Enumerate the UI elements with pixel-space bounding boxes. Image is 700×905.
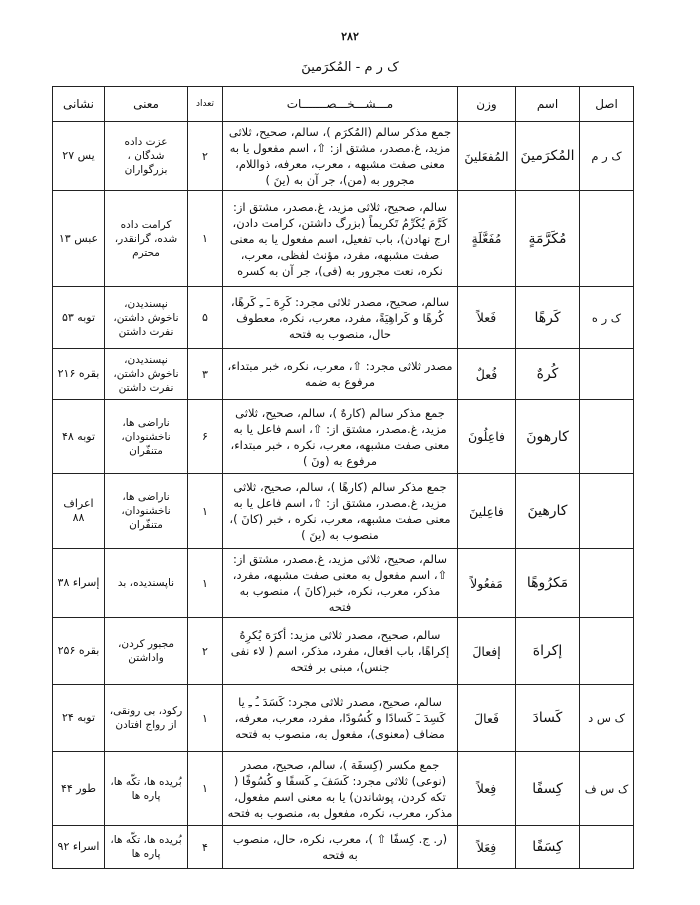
root-cell [580, 549, 634, 618]
header-reference: نشانی [53, 87, 105, 122]
description-cell: سالم، صحیح، مصدر ثلاثی مجرد: کَرِهَ ـَ ـِ کَرهًا، کُرهًا و کَراهِیَةً، مفرد، معرب، نکره، معطوف حال، منصوب به فتحه [223, 287, 458, 349]
pattern-cell: المُفعَلینَ [458, 122, 516, 191]
table-row [53, 191, 634, 287]
pattern-cell: فَعالَ [458, 685, 516, 752]
meaning-cell: مجبور کردن، واداشتن [105, 618, 188, 685]
noun-cell: المُکرَمینَ [516, 122, 580, 191]
pattern-cell: إفعالَ [458, 618, 516, 685]
noun-cell: کَرهًا [516, 287, 580, 349]
count-cell: ۳ [188, 349, 223, 400]
meaning-cell: ناپسندیده، بد [105, 549, 188, 618]
reference-cell: طور ۴۴ [53, 752, 105, 826]
reference-cell: توبه ۵۳ [53, 287, 105, 349]
pattern-cell: فاعِلُونَ [458, 400, 516, 474]
page-number: ۲۸۲ [341, 30, 359, 43]
count-cell: ۴ [188, 826, 223, 869]
root-cell [580, 400, 634, 474]
table-row [53, 474, 634, 549]
count-cell: ۱ [188, 549, 223, 618]
reference-cell: یس ۲۷ [53, 122, 105, 191]
root-cell [580, 349, 634, 400]
description-cell: سالم، صحیح، مصدر ثلاثی مجرد: کَسَدَ ـُ ـِ یا کَسِدَ ـَ کَسادًا و کُسُودًا، مفرد، معرب، معرفه، مضاف (معنوی)، مفعول به، منصوب به فتحه [223, 685, 458, 752]
noun-cell: مُکَرَّمَةٍ [516, 191, 580, 287]
count-cell: ۱ [188, 752, 223, 826]
reference-cell: توبه ۴۸ [53, 400, 105, 474]
description-cell: سالم، صحیح، مصدر ثلاثی مزید: أکرَهَ یُکرِهُ إکراهًا، باب افعال، مفرد، مذکر، اسم ( لاء نفی جنس)، مبنی بر فتحه [223, 618, 458, 685]
reference-cell: بقره ۲۱۶ [53, 349, 105, 400]
description-cell: سالم، صحیح، ثلاثی مزید، غ.مصدر، مشتق از: ⇧، اسم مفعول به معنی صفت مشبهه، مفرد، مذکر، معرب، نکره، خبر(کانَ )، منصوب به فتحه [223, 549, 458, 618]
description-cell: جمع مکسر (کِسفَة )، سالم، صحیح، مصدر (نوعی) ثلاثی مجرد: کَسَفَ ـِ کَسفًا و کُسُوفًا ( تکه کردن، پوشاندن) یا به معنی اسم مفعول، مذکر، معرب، نکره، مفعول به، منصوب به فتحه [223, 752, 458, 826]
pattern-cell: مُفَعَّلَةٍ [458, 191, 516, 287]
page-title: ک ر م - المُکرَمینَ [301, 60, 399, 75]
noun-cell: کَسادَ [516, 685, 580, 752]
reference-cell: اسراء ۹۲ [53, 826, 105, 869]
header-row [53, 87, 634, 122]
reference-cell: إسراء ۳۸ [53, 549, 105, 618]
table-row [53, 549, 634, 618]
description-cell: مصدر ثلاثی مجرد: ⇧، معرب، نکره، خبر مبتداء، مرفوع به ضمه [223, 349, 458, 400]
noun-cell: کُرهٌ [516, 349, 580, 400]
table-row [53, 618, 634, 685]
header-noun: اسم [516, 87, 580, 122]
meaning-cell: ناراضی ها، ناخشنودان، متنفّران [105, 400, 188, 474]
noun-cell: کِسَفًا [516, 826, 580, 869]
noun-cell: کِسفًا [516, 752, 580, 826]
description-cell: جمع مذکر سالم (کارهًا )، سالم، صحیح، ثلاثی مزید، غ.مصدر، مشتق از: ⇧، اسم فاعل یا به معنی صفت مشبهه، معرب، نکره ، خبر (کانَ )، منصوب به (ینَ ) [223, 474, 458, 549]
table-row [53, 826, 634, 869]
count-cell: ۲ [188, 618, 223, 685]
description-cell: سالم، صحیح، ثلاثی مزید، غ.مصدر، مشتق از: کَرَّمَ یُکَرِّمُ تَکریماً (بزرگ داشتن، کرامت دادن، ارج نهادن)، باب تفعیل، اسم مفعول یا به معنی صفت مشبهه، مفرد، مؤنث لفظی، معرب، نکره، نعت مجرور به (فی)، جر آن به کسره [223, 191, 458, 287]
meaning-cell: نپسندیدن، ناخوش داشتن، نفرت داشتن [105, 287, 188, 349]
table-row [53, 685, 634, 752]
meaning-cell: نپسندیدن، ناخوش داشتن، نفرت داشتن [105, 349, 188, 400]
header-root: اصل [580, 87, 634, 122]
table-row [53, 122, 634, 191]
table-row [53, 287, 634, 349]
root-cell: ک ر ه [580, 287, 634, 349]
pattern-cell: فَعلاً [458, 287, 516, 349]
root-cell [580, 826, 634, 869]
description-cell: جمع مذکر سالم (کارهٌ )، سالم، صحیح، ثلاثی مزید، غ.مصدر، مشتق از: ⇧، اسم فاعل یا به معنی صفت مشبهه، معرب، نکره ، خبر مبتداء، مرفوع به (ونَ ) [223, 400, 458, 474]
meaning-cell: ناراضی ها، ناخشنودان، متنفّران [105, 474, 188, 549]
reference-cell: عبس ۱۳ [53, 191, 105, 287]
pattern-cell: فاعِلینَ [458, 474, 516, 549]
table-row [53, 400, 634, 474]
table-row [53, 349, 634, 400]
root-cell: ک ر م [580, 122, 634, 191]
noun-cell: کارهونَ [516, 400, 580, 474]
count-cell: ۱ [188, 191, 223, 287]
root-cell: ک س د [580, 685, 634, 752]
meaning-cell: بُریده ها، تکّه ها، پاره ها [105, 826, 188, 869]
header-pattern: وزن [458, 87, 516, 122]
header-count: تعداد [188, 87, 223, 122]
description-cell: جمع مذکر سالم (المُکرَم )، سالم، صحیح، ثلاثی مزید، غ.مصدر، مشتق از: ⇧، اسم مفعول یا به معنی صفت مشبهه ، معرب، معرفه، ذواللام، مجرور به (من)، جر آن به (ینَ ) [223, 122, 458, 191]
table-row [53, 752, 634, 826]
pattern-cell: فِعَلاً [458, 826, 516, 869]
pattern-cell: مَفعُولاً [458, 549, 516, 618]
count-cell: ۵ [188, 287, 223, 349]
pattern-cell: فُعلٌ [458, 349, 516, 400]
reference-cell: توبه ۲۴ [53, 685, 105, 752]
reference-cell: بقره ۲۵۶ [53, 618, 105, 685]
header-meaning: معنی [105, 87, 188, 122]
count-cell: ۶ [188, 400, 223, 474]
count-cell: ۱ [188, 474, 223, 549]
root-cell [580, 618, 634, 685]
meaning-cell: کرامت داده شده، گرانقدر، محترم [105, 191, 188, 287]
meaning-cell: رکود، بی رونقی، از رواج افتادن [105, 685, 188, 752]
root-cell [580, 474, 634, 549]
root-cell [580, 191, 634, 287]
noun-cell: مَکرُوهًا [516, 549, 580, 618]
count-cell: ۱ [188, 685, 223, 752]
meaning-cell: بُریده ها، تکّه ها، پاره ها [105, 752, 188, 826]
noun-cell: إکراهَ [516, 618, 580, 685]
word-analysis-table [52, 86, 634, 869]
noun-cell: کارهینَ [516, 474, 580, 549]
pattern-cell: فِعلاً [458, 752, 516, 826]
description-cell: (ر. ج. کِسفًا ⇧ )، معرب، نکره، حال، منصوب به فتحه [223, 826, 458, 869]
count-cell: ۲ [188, 122, 223, 191]
meaning-cell: عزت داده شدگان ، بزرگواران [105, 122, 188, 191]
header-description: مـــشـــخـــصـــــــات [223, 87, 458, 122]
reference-cell: اعراف ۸۸ [53, 474, 105, 549]
root-cell: ک س ف [580, 752, 634, 826]
